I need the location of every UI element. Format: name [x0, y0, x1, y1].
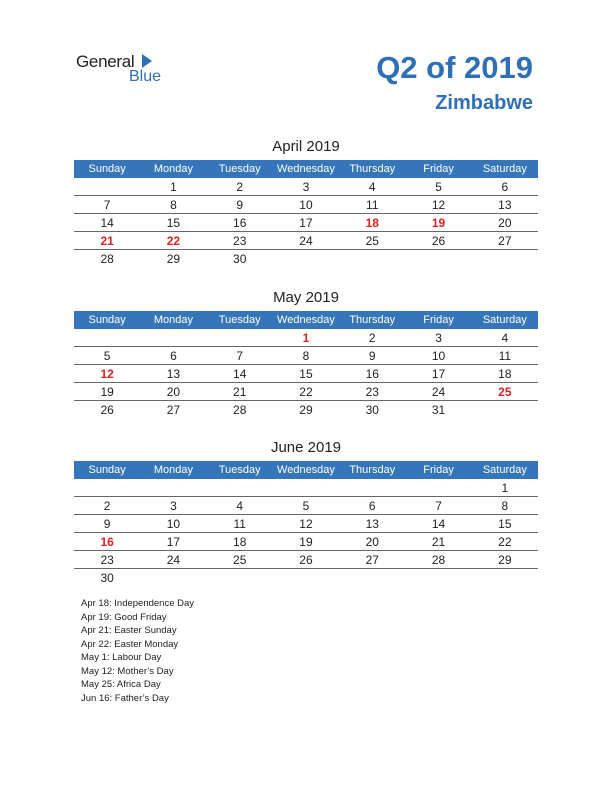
- weekday-header: Monday: [140, 311, 206, 329]
- holiday-note: May 1: Labour Day: [81, 652, 162, 663]
- day-cell: 27: [339, 551, 405, 569]
- day-cell: 30: [100, 570, 114, 585]
- day-cell: 14: [74, 214, 140, 232]
- empty-day-cell: [140, 479, 206, 497]
- day-cell: 15: [140, 214, 206, 232]
- holiday-note: May 12: Mother’s Day: [81, 665, 174, 677]
- day-cell: 29: [299, 402, 313, 417]
- empty-day-cell: [339, 250, 405, 268]
- empty-day-cell: [207, 479, 273, 497]
- day-cell: 29: [166, 251, 181, 266]
- empty-day-cell: [273, 569, 339, 587]
- week-row: [74, 515, 538, 533]
- weekday-header: Wednesday: [273, 311, 339, 329]
- day-cell: 16: [339, 365, 405, 383]
- day-cell: 3: [273, 178, 339, 196]
- month-april: [74, 136, 538, 267]
- day-cell: 29: [472, 551, 538, 569]
- day-cell: 24: [273, 232, 339, 250]
- month-may: [74, 287, 538, 418]
- empty-day-cell: [273, 479, 339, 497]
- empty-day-cell: [472, 250, 538, 268]
- weekday-header: Tuesday: [207, 160, 273, 178]
- empty-day-cell: [405, 479, 471, 497]
- empty-day-cell: [74, 329, 140, 347]
- day-cell: 14: [207, 365, 273, 383]
- quarter-title: Q2 of 2019: [376, 50, 533, 85]
- day-cell: 23: [74, 551, 140, 569]
- day-cell: 13: [472, 196, 538, 214]
- day-cell: 31: [431, 402, 446, 417]
- month-title: June 2019: [270, 439, 342, 456]
- empty-day-cell: [74, 479, 140, 497]
- holiday-note: May 25: Africa Day: [81, 679, 161, 690]
- empty-day-cell: [207, 569, 273, 587]
- holiday-notes: [81, 597, 194, 705]
- day-cell: 13: [339, 515, 405, 533]
- week-row: [74, 347, 538, 365]
- day-cell: 18: [207, 533, 273, 551]
- day-cell: 19: [273, 533, 339, 551]
- logo-general-text: General: [76, 52, 135, 71]
- weekday-header: Tuesday: [207, 311, 273, 329]
- day-cell: 1: [472, 479, 538, 497]
- weekday-header: Thursday: [339, 160, 405, 178]
- day-cell: 5: [74, 347, 140, 365]
- empty-day-cell: [472, 569, 538, 587]
- day-cell: 1: [140, 178, 206, 196]
- day-cell: 6: [140, 347, 206, 365]
- day-cell: 20: [339, 533, 405, 551]
- month-title: April 2019: [272, 138, 340, 155]
- day-cell: 30: [233, 251, 247, 266]
- day-cell: 15: [273, 365, 339, 383]
- weekday-header: Sunday: [74, 160, 140, 178]
- day-cell: 24: [405, 383, 471, 401]
- logo-blue-text: Blue: [129, 68, 162, 85]
- month-june: [74, 437, 538, 586]
- week-row: [74, 533, 538, 551]
- week-row: [74, 569, 538, 587]
- calendar-grid: [74, 311, 538, 418]
- empty-day-cell: [74, 178, 140, 196]
- empty-day-cell: [405, 250, 471, 268]
- day-cell: 4: [207, 497, 273, 515]
- weekday-header: Friday: [405, 461, 471, 479]
- day-cell: 8: [273, 347, 339, 365]
- day-cell: 12: [273, 515, 339, 533]
- weekday-header: Tuesday: [207, 461, 273, 479]
- logo-triangle-icon: [142, 54, 152, 68]
- day-cell: 9: [339, 347, 405, 365]
- weekday-header: Sunday: [74, 311, 140, 329]
- weekday-header: Monday: [140, 160, 206, 178]
- empty-day-cell: [339, 569, 405, 587]
- day-cell: 27: [472, 232, 538, 250]
- day-cell: 25: [339, 232, 405, 250]
- day-cell: 1: [273, 329, 339, 347]
- weekday-header: Thursday: [339, 461, 405, 479]
- holiday-note: Apr 19: Good Friday: [81, 611, 167, 623]
- country-name: Zimbabwe: [435, 92, 533, 114]
- day-cell: 26: [405, 232, 471, 250]
- empty-day-cell: [273, 250, 339, 268]
- empty-day-cell: [140, 329, 206, 347]
- week-row: [74, 329, 538, 347]
- day-cell: 9: [207, 196, 273, 214]
- calendar-grid: [74, 461, 538, 586]
- weekday-header: Sunday: [74, 461, 140, 479]
- day-cell: 17: [140, 533, 206, 551]
- day-cell: 19: [405, 214, 471, 232]
- day-cell: 23: [207, 232, 273, 250]
- day-cell: 28: [100, 251, 114, 266]
- holiday-note: Jun 16: Father’s Day: [81, 692, 169, 704]
- day-cell: 17: [405, 365, 471, 383]
- weekday-header-row: [74, 311, 538, 329]
- day-cell: 26: [100, 402, 114, 417]
- generalblue-logo: [76, 52, 176, 88]
- week-row: [74, 214, 538, 232]
- week-row: [74, 479, 538, 497]
- day-cell: 12: [74, 365, 140, 383]
- day-cell: 3: [140, 497, 206, 515]
- empty-day-cell: [405, 569, 471, 587]
- day-cell: 6: [472, 178, 538, 196]
- day-cell: 5: [273, 497, 339, 515]
- day-cell: 15: [472, 515, 538, 533]
- day-cell: 23: [339, 383, 405, 401]
- day-cell: 7: [74, 196, 140, 214]
- day-cell: 22: [273, 383, 339, 401]
- day-cell: 21: [405, 533, 471, 551]
- holiday-note: Apr 18: Independence Day: [81, 598, 195, 609]
- empty-day-cell: [472, 401, 538, 419]
- weekday-header: Friday: [405, 160, 471, 178]
- weekday-header: Saturday: [472, 311, 538, 329]
- day-cell: 21: [74, 232, 140, 250]
- weekday-header: Saturday: [472, 461, 538, 479]
- day-cell: 21: [207, 383, 273, 401]
- weekday-header: Thursday: [339, 311, 405, 329]
- day-cell: 8: [140, 196, 206, 214]
- week-row: [74, 196, 538, 214]
- day-cell: 27: [166, 402, 181, 417]
- day-cell: 9: [74, 515, 140, 533]
- day-cell: 24: [140, 551, 206, 569]
- week-row: [74, 551, 538, 569]
- day-cell: 25: [472, 383, 538, 401]
- day-cell: 2: [339, 329, 405, 347]
- day-cell: 20: [472, 214, 538, 232]
- day-cell: 28: [233, 402, 247, 417]
- calendar-grid: [74, 160, 538, 267]
- weekday-header: Monday: [140, 461, 206, 479]
- weekday-header: Wednesday: [273, 461, 339, 479]
- day-cell: 6: [339, 497, 405, 515]
- week-row: [74, 232, 538, 250]
- day-cell: 10: [140, 515, 206, 533]
- day-cell: 22: [472, 533, 538, 551]
- weekday-header: Saturday: [472, 160, 538, 178]
- day-cell: 28: [405, 551, 471, 569]
- weekday-header: Friday: [405, 311, 471, 329]
- day-cell: 13: [140, 365, 206, 383]
- week-row: [74, 178, 538, 196]
- week-row: [74, 383, 538, 401]
- weekday-header-row: [74, 461, 538, 479]
- month-title: May 2019: [273, 289, 339, 306]
- day-cell: 22: [140, 232, 206, 250]
- day-cell: 17: [273, 214, 339, 232]
- day-cell: 2: [207, 178, 273, 196]
- day-cell: 4: [339, 178, 405, 196]
- day-cell: 7: [207, 347, 273, 365]
- day-cell: 11: [472, 347, 538, 365]
- day-cell: 18: [472, 365, 538, 383]
- day-cell: 11: [207, 515, 273, 533]
- day-cell: 26: [273, 551, 339, 569]
- day-cell: 11: [339, 196, 405, 214]
- week-row: [74, 250, 538, 268]
- weekday-header: Wednesday: [273, 160, 339, 178]
- week-row: [74, 365, 538, 383]
- day-cell: 30: [365, 402, 379, 417]
- day-cell: 20: [140, 383, 206, 401]
- day-cell: 3: [405, 329, 471, 347]
- day-cell: 5: [405, 178, 471, 196]
- day-cell: 16: [207, 214, 273, 232]
- day-cell: 19: [74, 383, 140, 401]
- weekday-header-row: [74, 160, 538, 178]
- week-row: [74, 401, 538, 419]
- day-cell: 14: [405, 515, 471, 533]
- empty-day-cell: [339, 479, 405, 497]
- day-cell: 4: [472, 329, 538, 347]
- day-cell: 2: [74, 497, 140, 515]
- day-cell: 10: [273, 196, 339, 214]
- day-cell: 18: [339, 214, 405, 232]
- day-cell: 7: [405, 497, 471, 515]
- empty-day-cell: [140, 569, 206, 587]
- day-cell: 8: [472, 497, 538, 515]
- day-cell: 10: [405, 347, 471, 365]
- empty-day-cell: [207, 329, 273, 347]
- day-cell: 12: [405, 196, 471, 214]
- week-row: [74, 497, 538, 515]
- day-cell: 25: [207, 551, 273, 569]
- day-cell: 16: [74, 533, 140, 551]
- holiday-note: Apr 21: Easter Sunday: [81, 625, 177, 636]
- holiday-note: Apr 22: Easter Monday: [81, 638, 179, 650]
